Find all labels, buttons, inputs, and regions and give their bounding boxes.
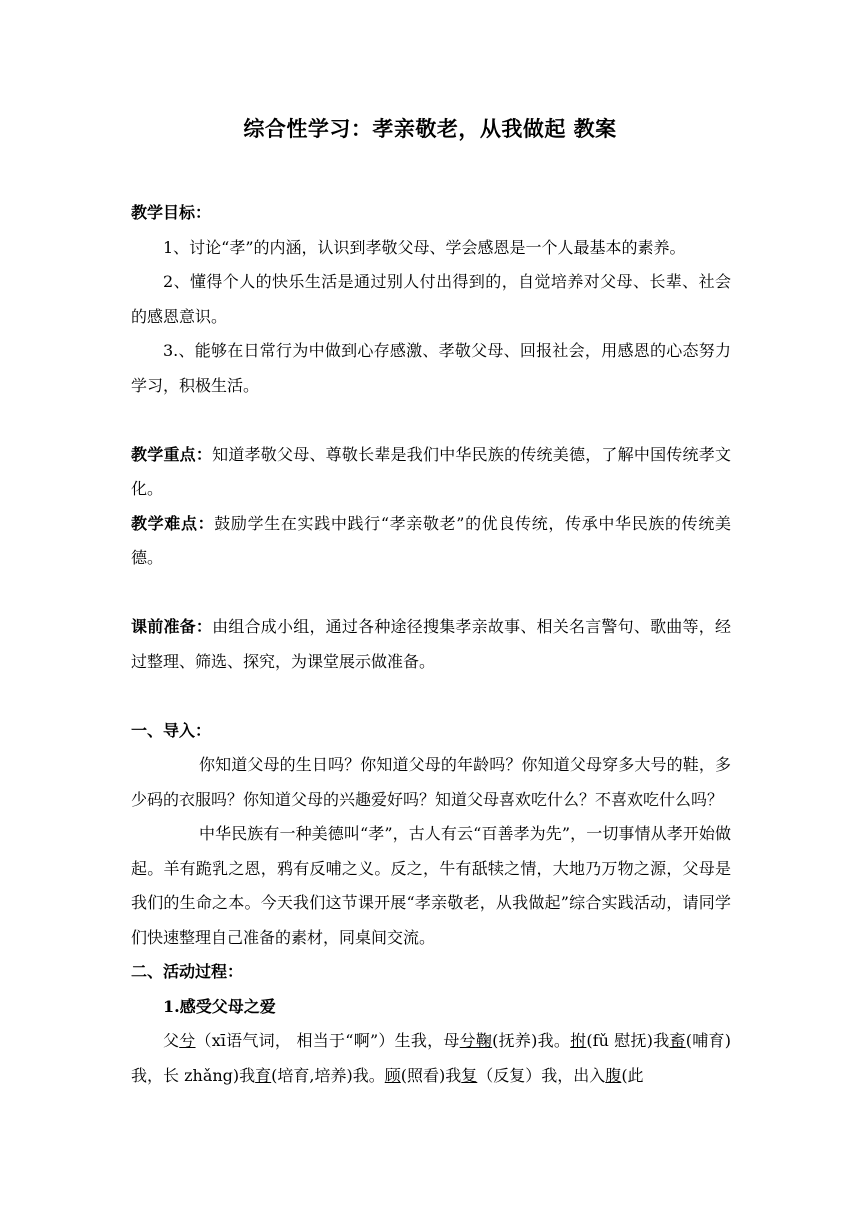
section1-paragraph-2: 中华民族有一种美德叫“孝”，古人有云“百善孝为先”，一切事情从孝开始做起。羊有跪乳之恩，鸦有反哺之义。反之，牛有舐犊之情，大地乃万物之源，父母是我们的生命之本。今天我们这节课开展“孝亲敬老，从我做起”综合实践活动，请同学们快速整理自己准备的素材，同桌间交流。 — [131, 824, 731, 947]
section1-heading: 一、导入： — [131, 720, 212, 740]
section2-subheading: 1.感受父母之爱 — [163, 996, 276, 1016]
poem-annotated-word: 复 — [461, 1065, 478, 1085]
objective-item-1: 1、讨论“孝”的内涵，认识到孝敬父母、学会感恩是一个人最基本的素养。 — [163, 237, 686, 257]
poem-annotated-word: 兮 — [179, 1031, 196, 1050]
spacer — [131, 679, 731, 714]
poem-text: 父 — [163, 1031, 180, 1050]
section1-paragraph-1: 你知道父母的生日吗？你知道父母的年龄吗？你知道父母穿多大号的鞋，多少码的衣服吗？你知道父母的兴趣爱好吗？知道父母喜欢吃什么？不喜欢吃什么吗？ — [131, 755, 731, 809]
section2-heading: 二、活动过程： — [131, 962, 244, 981]
poem-text: （反复）我，出入 — [477, 1065, 606, 1085]
difficulty-label: 教学难点： — [131, 513, 215, 533]
poem-annotated-word: 顾 — [384, 1065, 401, 1085]
key-point-text: 知道孝敬父母、尊敬长辈是我们中华民族的传统美德，了解中国传统孝文化。 — [131, 444, 731, 498]
difficulty-text: 鼓励学生在实践中践行“孝亲敬老”的优良传统，传承中华民族的传统美德。 — [131, 513, 731, 567]
poem-annotated-word: 兮 — [459, 1031, 476, 1050]
poem-text: (照看)我 — [400, 1065, 462, 1085]
poem-text: (培育,培养)我。 — [271, 1065, 385, 1085]
poem-text: (fǔ 慰抚)我 — [586, 1031, 670, 1050]
poem-annotated-word: 鞠 — [475, 1031, 493, 1050]
objective-item-3: 3.、能够在日常行为中做到心存感激、孝敬父母、回报社会，用感恩的心态努力学习，积极生活。 — [131, 341, 731, 395]
objective-item-2: 2、懂得个人的快乐生活是通过别人付出得到的，自觉培养对父母、长辈、社会的感恩意识。 — [131, 272, 731, 326]
document-title: 综合性学习：孝亲敬老，从我做起 教案 — [243, 116, 617, 141]
objectives-heading: 教学目标： — [131, 203, 212, 222]
poem-paragraph — [131, 1024, 731, 1093]
poem-annotated-word: 畜 — [669, 1031, 686, 1050]
preparation-text: 由组合成小组，通过各种途径搜集孝亲故事、相关名言警句、歌曲等，经过整理、筛选、探究，为课堂展示做准备。 — [131, 617, 731, 671]
poem-annotated-word: 育 — [255, 1065, 272, 1085]
key-point-paragraph — [131, 438, 731, 507]
spacer — [131, 576, 731, 611]
poem-annotated-word: 腹 — [605, 1065, 622, 1085]
preparation-paragraph — [131, 610, 731, 679]
key-point-label: 教学重点： — [131, 444, 213, 464]
document-body — [131, 196, 731, 1093]
poem-annotated-word: 拊 — [570, 1031, 587, 1050]
preparation-label: 课前准备： — [131, 617, 213, 636]
spacer — [131, 403, 731, 438]
poem-text: （xī语气词， 相当于“啊”）生我，母 — [195, 1031, 460, 1050]
difficulty-paragraph — [131, 507, 731, 576]
poem-text: (此 — [621, 1065, 644, 1085]
poem-text: (抚养)我。 — [492, 1031, 571, 1050]
poem-text: (哺育)我，长 zhǎng)我 — [131, 1031, 731, 1085]
